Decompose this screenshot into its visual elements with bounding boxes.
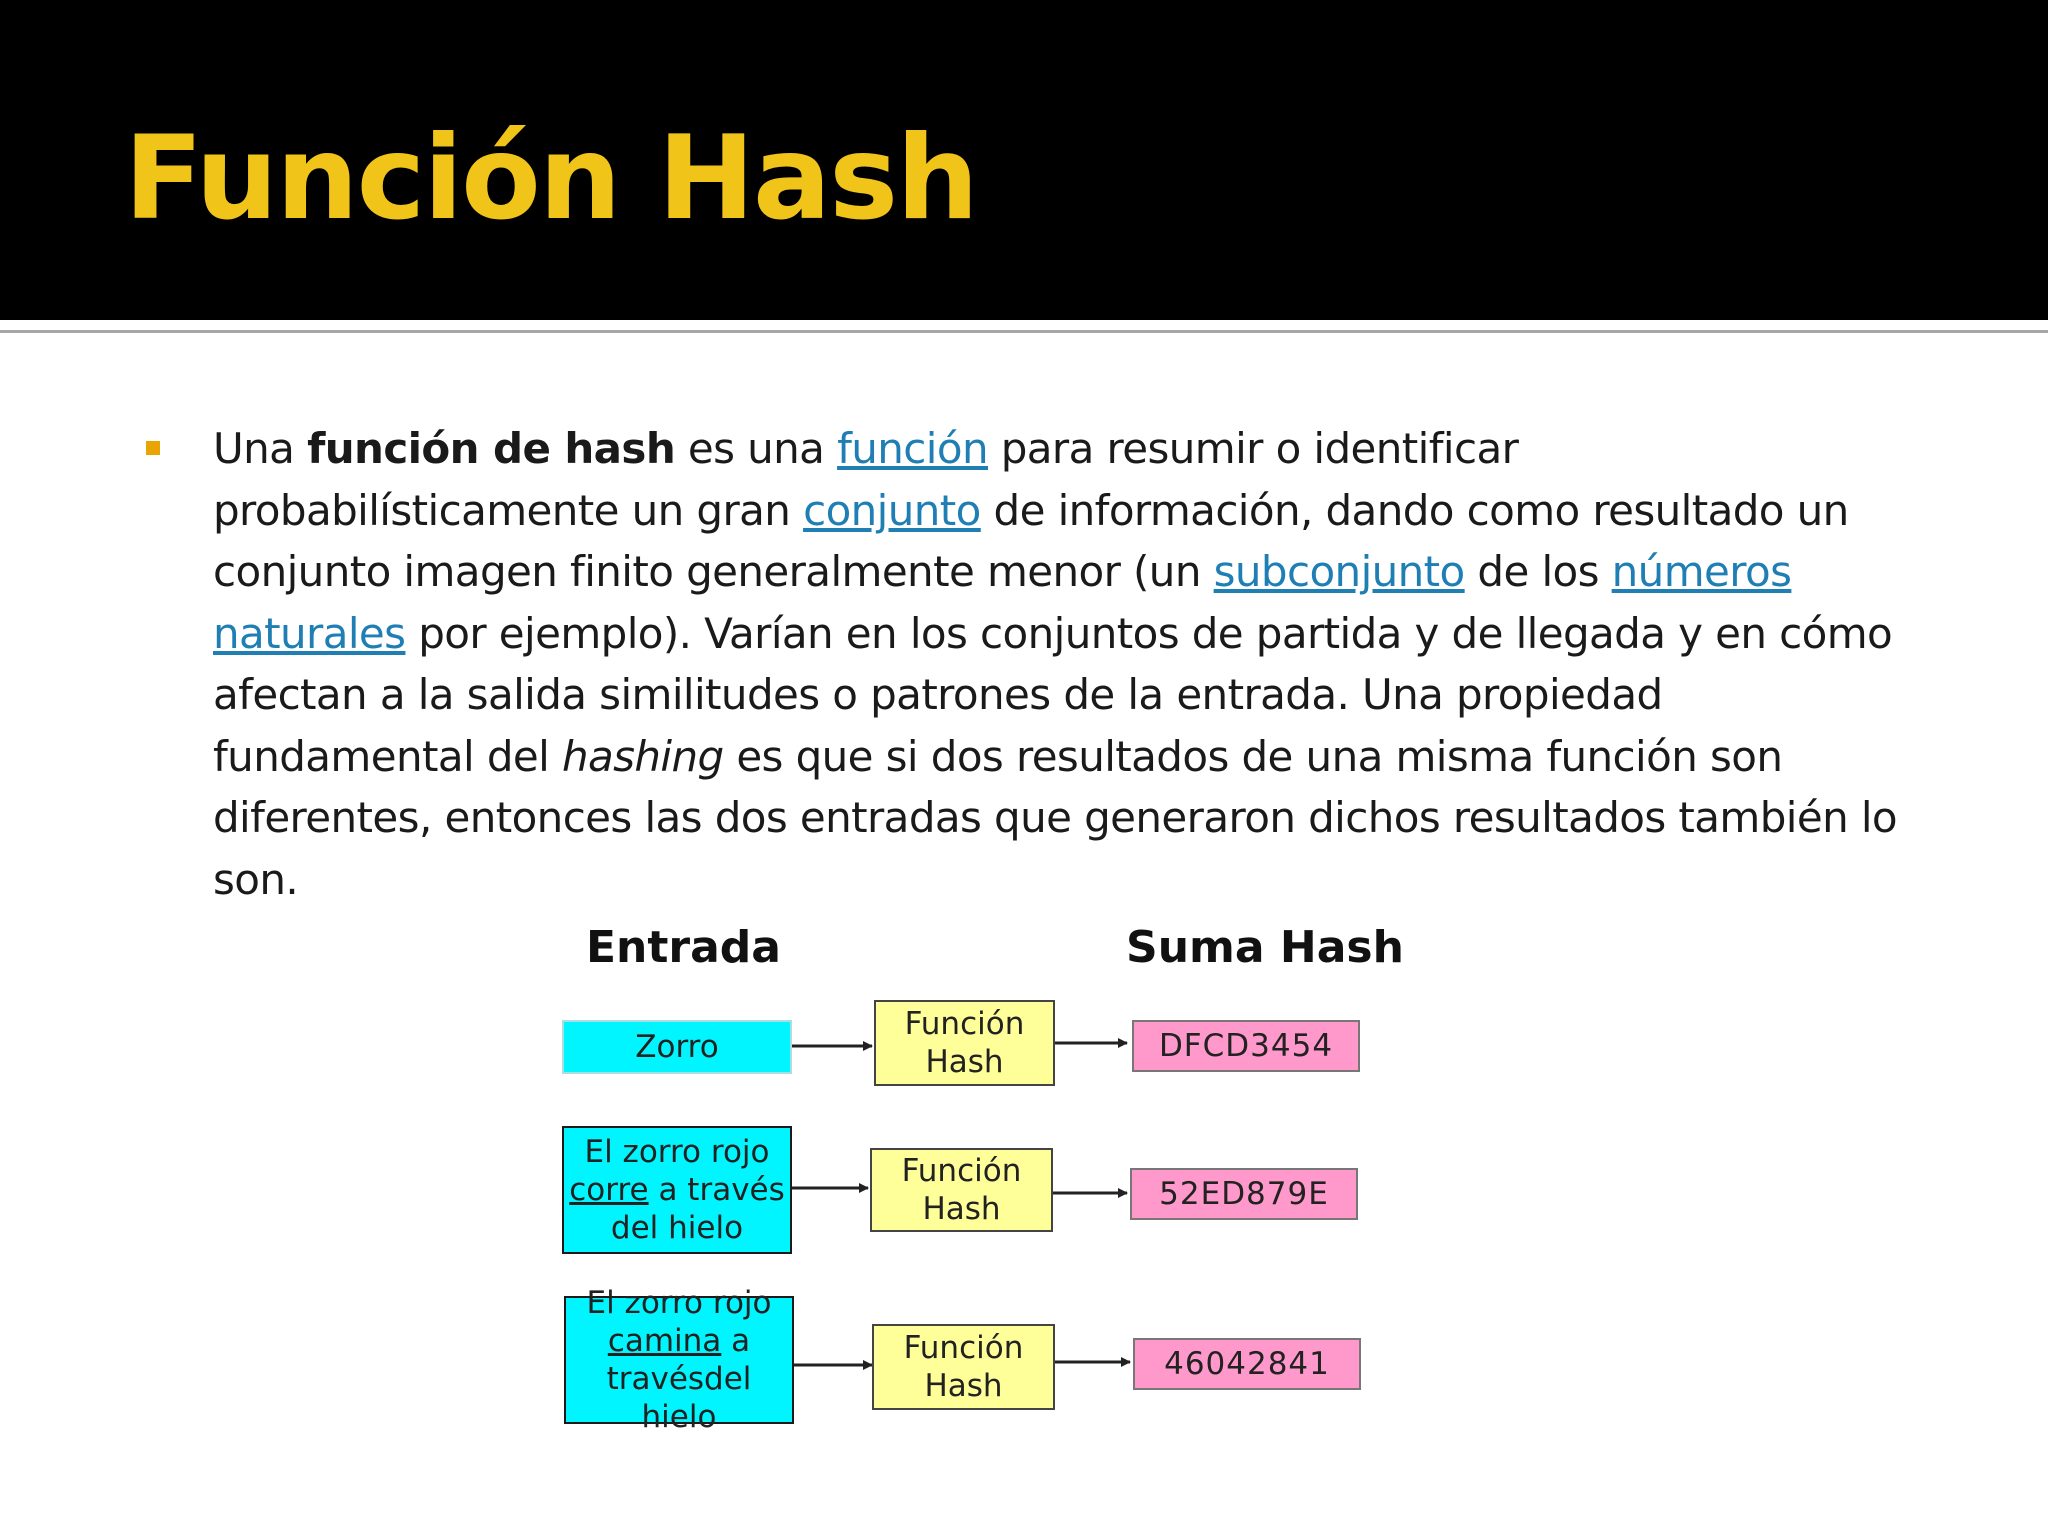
input-text: Zorro — [635, 1029, 719, 1065]
function-label: Hash — [922, 1191, 1001, 1227]
hash-box-1 — [1132, 1020, 1360, 1072]
link-funcion[interactable]: función — [837, 424, 988, 473]
link-conjunto[interactable]: conjunto — [803, 485, 981, 535]
link-subconjunto[interactable]: subconjunto — [1213, 547, 1465, 596]
text-run: es una — [675, 424, 838, 473]
diagram-heading-output: Suma Hash — [1126, 922, 1404, 973]
slide-title: Función Hash — [124, 111, 977, 246]
text-run: por ejemplo). Varían en los conjuntos de partida y de llegada y en cómo afectan a la salida similitudes o patrones de la entrada. Una propiedad fundamental del — [213, 608, 1893, 781]
hash-value: DFCD3454 — [1158, 1028, 1334, 1064]
input-box-1 — [562, 1020, 792, 1074]
text-run: Una — [213, 424, 308, 473]
italic-term: hashing — [561, 731, 724, 781]
input-text: travésdel hielo — [606, 1361, 752, 1435]
input-text: El zorro rojo — [586, 1285, 772, 1321]
text-run: para resumir o identificar probabilísticamente un gran — [213, 424, 1519, 535]
function-box-1 — [874, 1000, 1055, 1086]
function-label: Función — [903, 1330, 1024, 1366]
function-box-2 — [870, 1148, 1053, 1232]
text-run: es que si dos resultados de una misma función son diferentes, entonces las dos entradas que generaron dichos resultados también lo son. — [213, 731, 1898, 904]
function-label: Función — [904, 1006, 1025, 1042]
diagram-heading-input: Entrada — [586, 922, 781, 973]
hash-box-2 — [1130, 1168, 1358, 1220]
link-numeros-naturales[interactable]: números naturales — [213, 547, 1792, 658]
input-link-word: camina — [607, 1323, 722, 1359]
input-box-2 — [562, 1126, 792, 1254]
hash-box-3 — [1133, 1338, 1361, 1390]
input-link-word: corre — [569, 1172, 649, 1208]
input-text: a — [721, 1323, 751, 1359]
input-text: El zorro rojo — [584, 1134, 770, 1170]
input-box-3 — [564, 1285, 794, 1435]
function-label: Función — [901, 1153, 1022, 1189]
function-label: Hash — [924, 1368, 1003, 1404]
hash-value: 52ED879E — [1159, 1176, 1329, 1212]
bold-term: función de hash — [307, 424, 676, 473]
hash-value: 46042841 — [1164, 1346, 1330, 1382]
function-label: Hash — [925, 1044, 1004, 1080]
input-text: a través — [648, 1172, 785, 1208]
function-box-3 — [872, 1324, 1055, 1410]
input-text: del hielo — [610, 1210, 744, 1246]
text-run: de información, dando como resultado un conjunto imagen finito generalmente menor (un — [213, 485, 1849, 596]
text-run: de los — [1464, 547, 1612, 596]
